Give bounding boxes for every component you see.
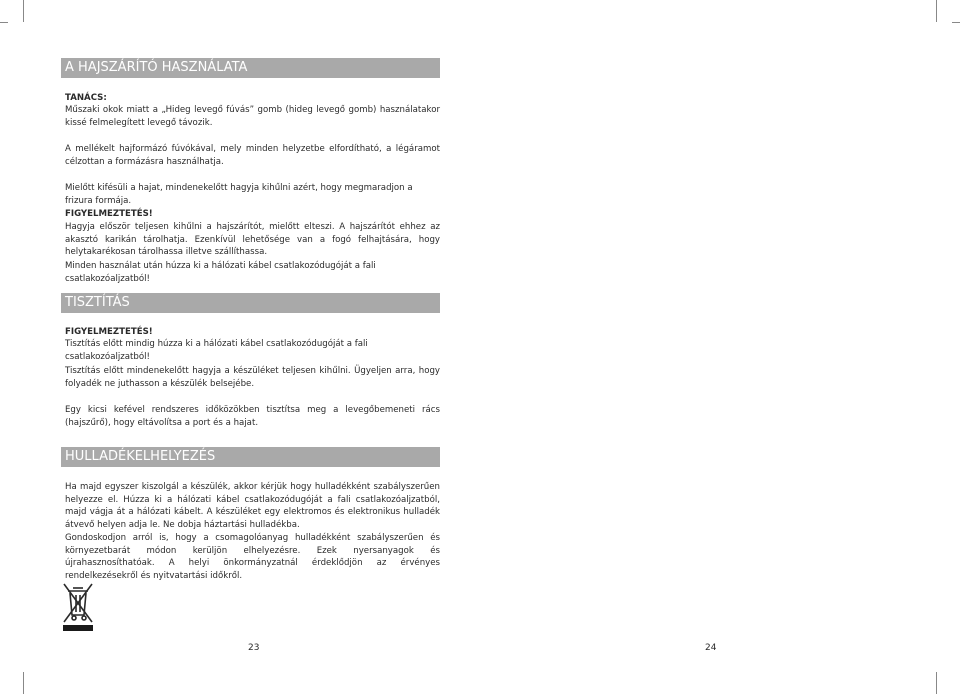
crop-mark-right-edge xyxy=(952,22,960,23)
tip-label: TANÁCS: xyxy=(65,93,107,103)
cleaning-section-heading: TISZTÍTÁS xyxy=(61,293,440,313)
crop-mark-left-edge xyxy=(0,22,8,23)
crop-mark-top-right xyxy=(936,0,937,22)
crop-mark-bottom-right xyxy=(936,672,937,694)
disposal-paragraph-1: Ha majd egyszer kiszolgál a készülék, akkor kérjük hogy hulladékként szabályszerűen helyezze el. Húzza ki a hálózati kábel csatlakozódugóját a fali csatlakozóaljzatból, majd vágja át a hálózati kábelt. A készüléket egy elektromos és elektronikus hulladék átvevő helyen adja le. Ne dobja háztartási hulladékba. xyxy=(65,482,440,530)
nozzle-paragraph: A mellékelt hajformázó fúvókával, mely minden helyzetbe elfordítható, a légáramot célzottan a formázásra használhatja. xyxy=(65,144,440,167)
page-number-right: 24 xyxy=(705,643,717,653)
cleaning-paragraph-1: Tisztítás előtt mindenekelőtt hagyja a készüléket teljesen kihűlni. Ügyeljen arra, hogy folyadék ne juthasson a készülék belsejébe. xyxy=(65,366,440,389)
tip-text: Műszaki okok miatt a „Hideg levegő fúvás” gomb (hideg levegő gomb) használatakor kissé felmelegített levegő távozik. xyxy=(65,105,440,128)
disposal-section-heading: HULLADÉKELHELYEZÉS xyxy=(61,447,440,467)
cleaning-warning-label: FIGYELMEZTETÉS! xyxy=(65,327,153,337)
cool-paragraph: Mielőtt kifésüli a hajat, mindenekelőtt hagyja kihűlni azért, hogy megmaradjon a frizura formája. xyxy=(65,183,413,206)
crop-mark-top-left xyxy=(23,0,24,22)
usage-warning-text-2: Minden használat után húzza ki a hálózati kábel csatlakozódugóját a fali csatlakozóaljzatból! xyxy=(65,261,376,284)
cleaning-warning-text: Tisztítás előtt mindig húzza ki a hálózati kábel csatlakozódugóját a fali csatlakozóaljzatból! xyxy=(65,339,368,362)
page-number-left: 23 xyxy=(248,643,260,653)
usage-warning-text-1: Hagyja először teljesen kihűlni a hajszárítót, mielőtt elteszi. A hajszárítót ehhez az akasztó karikán tárolhatja. Ezenkívül lehetősége van a fogó felhajtására, hogy helytakarékosan tárolhassa illetve szállíthassa. xyxy=(65,222,440,258)
cleaning-paragraph-2: Egy kicsi kefével rendszeres időközökben tisztítsa meg a levegőbemeneti rács (hajszűrő), hogy eltávolítsa a port és a hajat. xyxy=(65,405,440,428)
usage-section-heading: A HAJSZÁRÍTÓ HASZNÁLATA xyxy=(61,58,440,78)
usage-warning-label: FIGYELMEZTETÉS! xyxy=(65,209,153,219)
weee-crossed-bin-icon xyxy=(62,582,94,632)
disposal-paragraph-2: Gondoskodjon arról is, hogy a csomagolóanyag hulladékként szabályszerűen és környezetbarát módon kerüljön elhelyezésre. Ezek nyersanyagok és újrahasznosíthatóak. A helyi önkormányzatnál érdeklődjön az érvényes rendelkezésekről és nyitvatartási időkről. xyxy=(65,533,440,581)
crop-mark-bottom-left xyxy=(23,672,24,694)
